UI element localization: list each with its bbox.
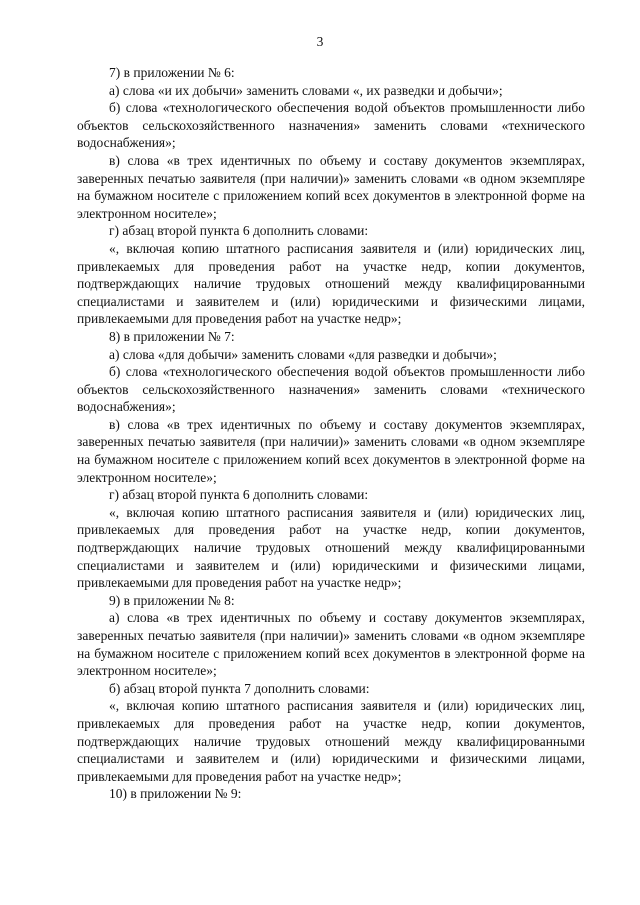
paragraph-item-7g: г) абзац второй пункта 6 дополнить словами: — [109, 223, 369, 239]
paragraph-item-9a: а) слова «в трех идентичных по объему и составу документов экземплярах, заверенных печатью заявителя (при наличии)» заменить словами «в одном экземпляре на бумажном носителе с приложением копий всех документов в электронной форме на электронном носителе»; — [77, 610, 585, 679]
paragraph-item-7b: б) слова «технологического обеспечения водой объектов промышленности либо объектов сельскохозяйственного назначения» заменить словами «технического водоснабжения»; — [77, 100, 585, 151]
paragraph-item-8v: в) слова «в трех идентичных по объему и составу документов экземплярах, заверенных печатью заявителя (при наличии)» заменить словами «в одном экземпляре на бумажном носителе с приложением копий всех документов в электронной форме на электронном носителе»; — [77, 416, 585, 485]
paragraph-item-10-heading: 10) в приложении № 9: — [109, 786, 242, 802]
paragraph-item-8a: а) слова «для добычи» заменить словами «для разведки и добычи»; — [109, 346, 497, 362]
paragraph-item-8g: г) абзац второй пункта 6 дополнить словами: — [109, 487, 369, 503]
paragraph-item-8b: б) слова «технологического обеспечения водой объектов промышленности либо объектов сельскохозяйственного назначения» заменить словами «технического водоснабжения»; — [77, 364, 585, 415]
paragraph-item-7a: а) слова «и их добычи» заменить словами «, их разведки и добычи»; — [109, 82, 503, 98]
paragraph-item-7v: в) слова «в трех идентичных по объему и составу документов экземплярах, заверенных печатью заявителя (при наличии)» заменить словами «в одном экземпляре на бумажном носителе с приложением копий всех документов в электронной форме на электронном носителе»; — [77, 152, 585, 221]
page-number: 3 — [316, 34, 324, 49]
paragraph-item-8-heading: 8) в приложении № 7: — [109, 328, 235, 344]
paragraph-item-7-heading: 7) в приложении № 6: — [109, 65, 235, 80]
document-body — [77, 64, 585, 803]
paragraph-item-9-heading: 9) в приложении № 8: — [109, 592, 235, 608]
paragraph-item-9b: б) абзац второй пункта 7 дополнить словами: — [109, 680, 370, 696]
paragraph-item-7g-quote: «, включая копию штатного расписания заявителя и (или) юридических лиц, привлекаемых для проведения работ на участке недр, копии документов, подтверждающих наличие трудовых отношений между квалифицированными специалистами и заявителем и (или) юридическими и физическими лицами, привлекаемыми для проведения работ на участке недр»; — [77, 240, 585, 327]
paragraph-item-8g-quote: «, включая копию штатного расписания заявителя и (или) юридических лиц, привлекаемых для проведения работ на участке недр, копии документов, подтверждающих наличие трудовых отношений между квалифицированными специалистами и заявителем и (или) юридическими и физическими лицами, привлекаемыми для проведения работ на участке недр»; — [77, 504, 585, 591]
paragraph-item-9b-quote: «, включая копию штатного расписания заявителя и (или) юридических лиц, привлекаемых для проведения работ на участке недр, копии документов, подтверждающих наличие трудовых отношений между квалифицированными специалистами и заявителем и (или) юридическими и физическими лицами, привлекаемыми для проведения работ на участке недр»; — [77, 698, 585, 784]
